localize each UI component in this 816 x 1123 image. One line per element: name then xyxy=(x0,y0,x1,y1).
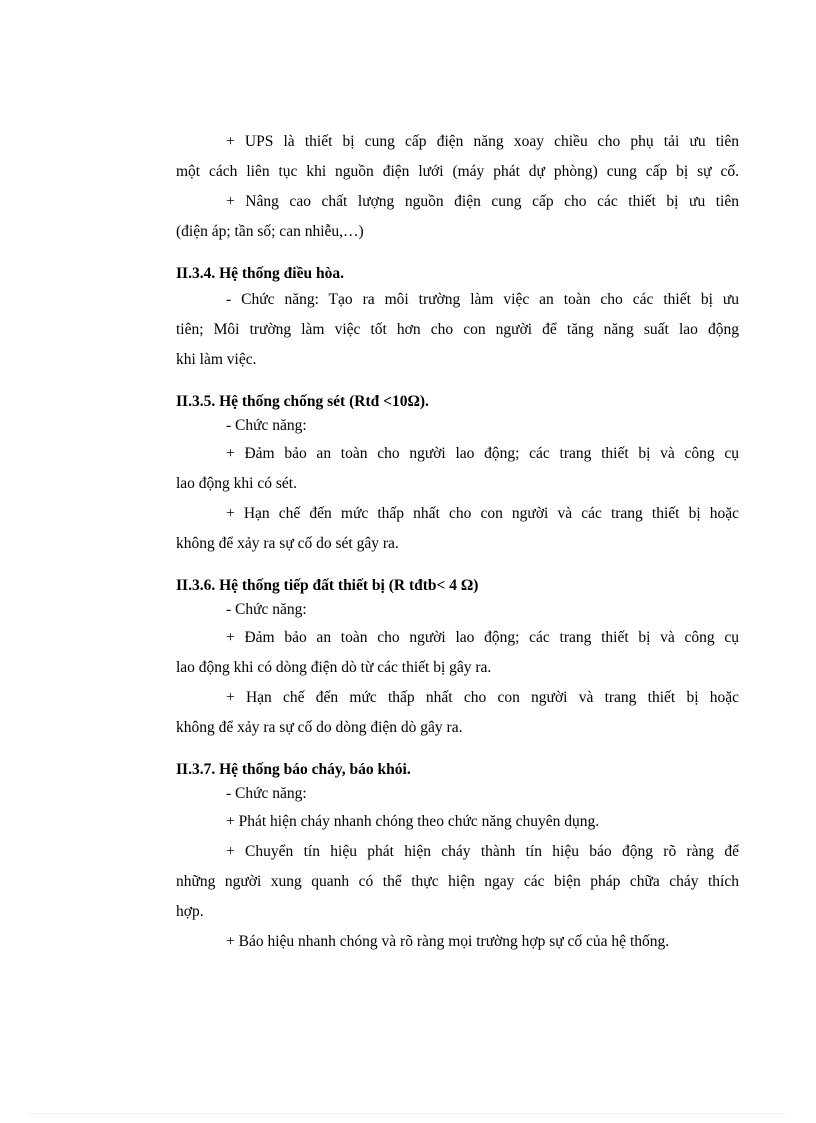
s34-line-2: tiên; Môi trường làm việc tốt hơn cho con người để tăng năng suất lao động xyxy=(176,321,739,338)
s37-line-3: những người xung quanh có thể thực hiện ngay các biện pháp chữa cháy thích xyxy=(176,873,739,890)
ups-paragraph xyxy=(176,127,739,247)
ups-line-4: (điện áp; tần số; can nhiễu,…) xyxy=(176,223,364,240)
s36-line-1: + Đảm bảo an toàn cho người lao động; các trang thiết bị và công cụ xyxy=(226,629,739,646)
ups-line-2: một cách liên tục khi nguồn điện lưới (máy phát dự phòng) cung cấp bị sự cố. xyxy=(176,163,739,180)
s35-line-4: không để xảy ra sự cố do sét gây ra. xyxy=(176,535,399,552)
s36-func: - Chức năng: xyxy=(226,601,307,618)
s35-line-2: lao động khi có sét. xyxy=(176,475,297,492)
s35-line-1: + Đảm bảo an toàn cho người lao động; các trang thiết bị và công cụ xyxy=(226,445,739,462)
section-3-6 xyxy=(176,575,739,743)
section-3-5 xyxy=(176,391,739,559)
s36-line-4: không để xảy ra sự cố do dòng điện dò gây ra. xyxy=(176,719,463,736)
s36-line-2: lao động khi có dòng điện dò từ các thiết bị gây ra. xyxy=(176,659,492,676)
section-3-6-heading: II.3.6. Hệ thống tiếp đất thiết bị (R tđtb< 4 Ω) xyxy=(176,577,479,594)
s37-line-1: + Phát hiện cháy nhanh chóng theo chức năng chuyên dụng. xyxy=(226,813,600,830)
ups-line-3: + Nâng cao chất lượng nguồn điện cung cấp cho các thiết bị ưu tiên xyxy=(226,193,739,210)
s34-line-1: - Chức năng: Tạo ra môi trường làm việc an toàn cho các thiết bị ưu xyxy=(226,291,739,308)
page-bottom-rule xyxy=(30,1113,786,1114)
section-3-7 xyxy=(176,759,739,957)
section-3-5-heading: II.3.5. Hệ thống chống sét (Rtđ <10Ω). xyxy=(176,393,429,410)
s35-func: - Chức năng: xyxy=(226,417,307,434)
ups-line-1: + UPS là thiết bị cung cấp điện năng xoay chiều cho phụ tải ưu tiên xyxy=(226,133,739,150)
s36-line-3: + Hạn chế đến mức thấp nhất cho con người và trang thiết bị hoặc xyxy=(226,689,739,706)
section-3-4 xyxy=(176,263,739,375)
s35-line-3: + Hạn chế đến mức thấp nhất cho con người và các trang thiết bị hoặc xyxy=(226,505,739,522)
s37-func: - Chức năng: xyxy=(226,785,307,802)
section-3-7-heading: II.3.7. Hệ thống báo cháy, báo khói. xyxy=(176,761,411,778)
s37-line-5: + Báo hiệu nhanh chóng và rõ ràng mọi trường hợp sự cố của hệ thống. xyxy=(226,933,670,950)
s34-line-3: khi làm việc. xyxy=(176,351,257,368)
section-3-4-heading: II.3.4. Hệ thống điều hòa. xyxy=(176,265,344,282)
s37-line-4: hợp. xyxy=(176,903,204,920)
s37-line-2: + Chuyển tín hiệu phát hiện cháy thành tín hiệu báo động rõ ràng để xyxy=(226,843,739,860)
document-page xyxy=(176,127,739,957)
